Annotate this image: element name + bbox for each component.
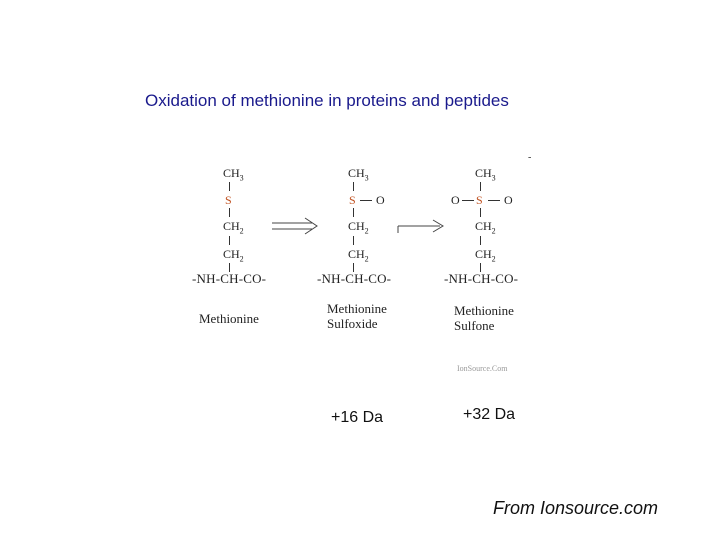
sulfoxide-ch2-lower: $CH_2$ (348, 247, 369, 264)
sulfoxide-ch3: $CH_3$ (348, 166, 369, 183)
sulfoxide-backbone: -NH-CH-CO- (317, 271, 392, 286)
methionine-ch2-upper: $CH_2$ (223, 219, 244, 236)
watermark: IonSource.Com (457, 364, 508, 373)
sulfone-ch2-upper: $CH_2$ (475, 219, 496, 236)
sulfone-ch2-lower: $CH_2$ (475, 247, 496, 264)
sulfone-sulfur: S (476, 193, 483, 207)
page-title: Oxidation of methionine in proteins and peptides (145, 91, 509, 110)
methionine-backbone: -NH-CH-CO- (192, 271, 267, 286)
sulfone-label: Methionine Sulfone (454, 303, 514, 333)
mass-shift-sulfone: +32 Da (463, 406, 516, 423)
sulfone-backbone: -NH-CH-CO- (444, 271, 519, 286)
methionine-ch2-lower: $CH_2$ (223, 247, 244, 264)
sulfoxide-label: Methionine Sulfoxide (327, 301, 387, 331)
sulfone-oxygen-left: O (451, 193, 460, 207)
sulfoxide-sulfur: S (349, 193, 356, 207)
methionine-label: Methionine (199, 311, 259, 326)
stray-mark: - (528, 152, 532, 163)
sulfone-oxygen-right: O (504, 193, 513, 207)
sulfone-ch3: $CH_3$ (475, 166, 496, 183)
methionine-sulfur: S (225, 193, 232, 207)
arrow-to-sulfoxide (272, 218, 317, 234)
sulfoxide-ch2-upper: $CH_2$ (348, 219, 369, 236)
arrow-to-sulfone (398, 220, 443, 233)
source-credit: From Ionsource.com (493, 498, 659, 518)
sulfoxide-oxygen: O (376, 193, 385, 207)
methionine-ch3: $CH_3$ (223, 166, 244, 183)
mass-shift-sulfoxide: +16 Da (331, 409, 384, 426)
